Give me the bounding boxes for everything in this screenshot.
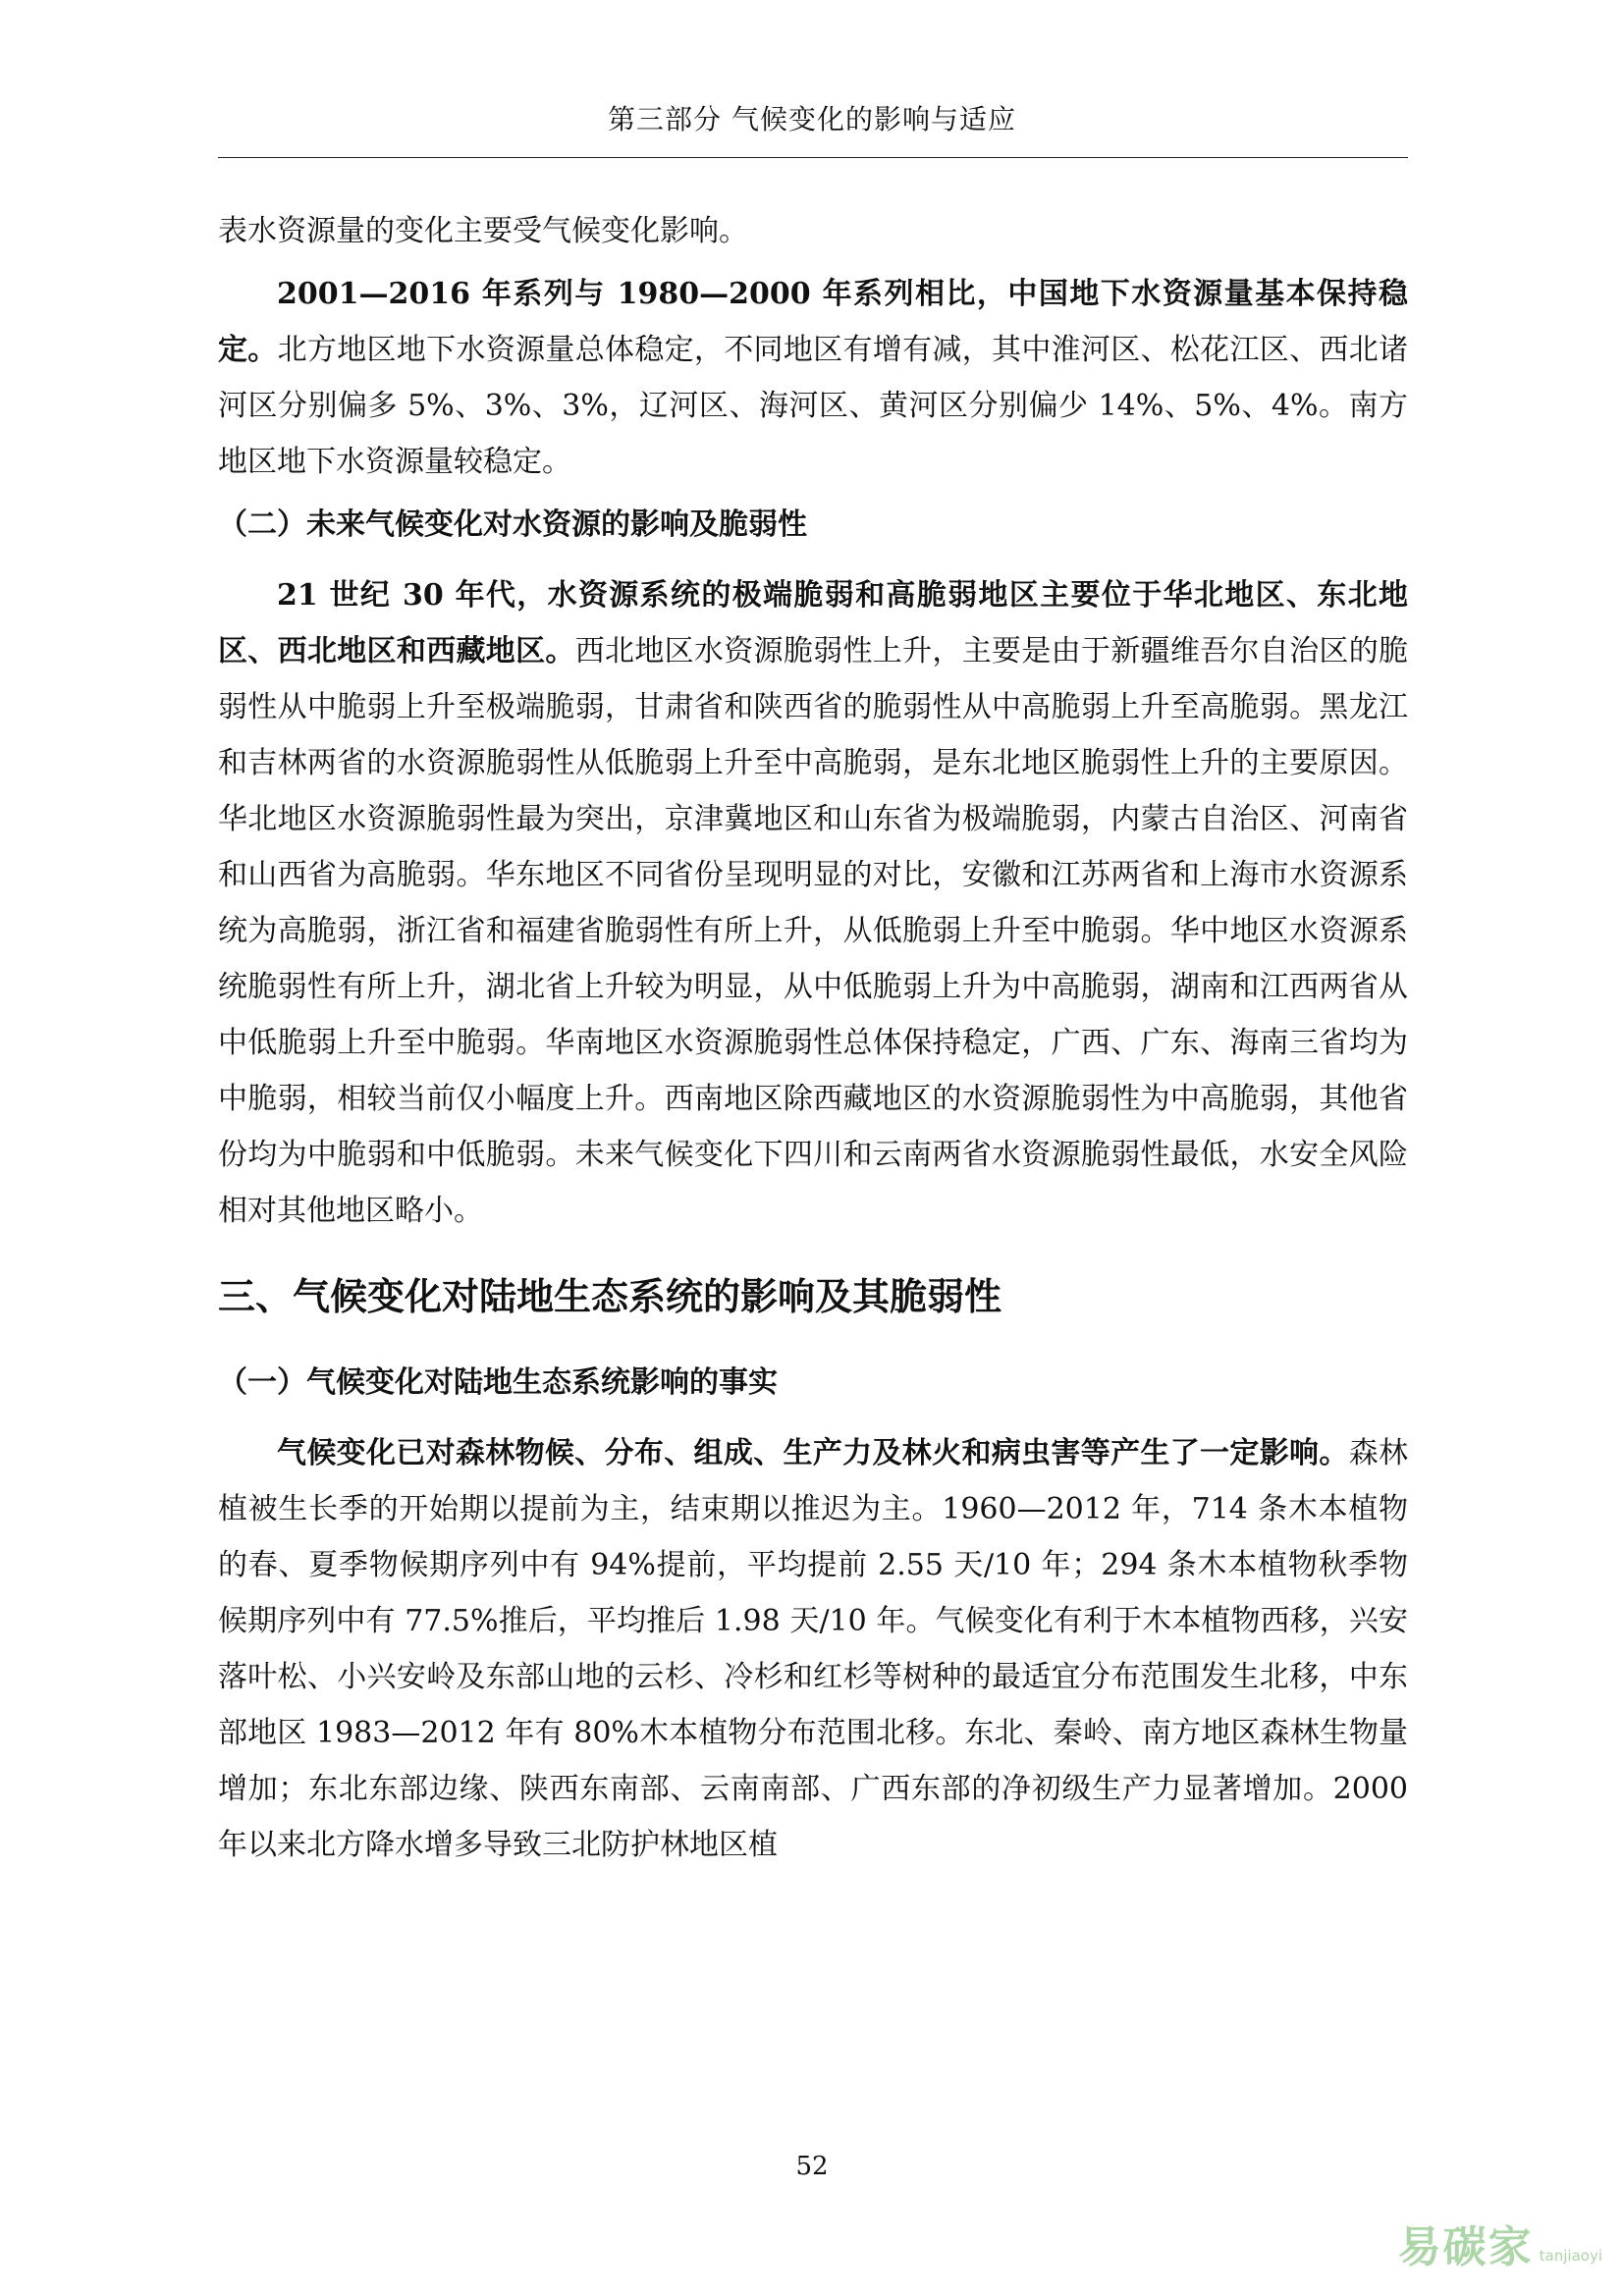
subsection-heading-ecosystem-facts: （一）气候变化对陆地生态系统影响的事实 xyxy=(218,1365,778,1400)
paragraph-3 xyxy=(218,567,1408,1239)
paragraph-3-lead: 21 世纪 30 年代，水资源系统的极端脆弱和高脆弱地区主要位于华北地区、东北地区、西北地区和西藏地区。 xyxy=(218,578,1408,668)
paragraph-4-body: 森林植被生长季的开始期以提前为主，结束期以推迟为主。1960—2012 年，714 条木本植物的春、夏季物候期序列中有 94%提前，平均提前 2.55 天/10 年；294 条木本植物秋季物候期序列中有 77.5%推后，平均推后 1.98 天/10 年。气候变化有利于木本植物西移，兴安落叶松、小兴安岭及东部山地的云杉、冷杉和红杉等树种的最适宜分布范围发生北移，中东部地区 1983—2012 年有 80%木本植物分布范围北移。东北、秦岭、南方地区森林生物量增加；东北东部边缘、陕西东南部、云南南部、广西东部的净初级生产力显著增加。2000 年以来北方降水增多导致三北防护林地区植 xyxy=(218,1436,1409,1862)
paragraph-1: 表水资源量的变化主要受气候变化影响。 xyxy=(218,214,748,248)
page-number: 52 xyxy=(795,2152,829,2181)
paragraph-4-lead: 气候变化已对森林物候、分布、组成、生产力及林火和病虫害等产生了一定影响。 xyxy=(277,1436,1349,1470)
watermark-en: tanjiaoyi xyxy=(1539,2247,1602,2265)
paragraph-3-body: 西北地区水资源脆弱性上升，主要是由于新疆维吾尔自治区的脆弱性从中脆弱上升至极端脆弱，甘肃省和陕西省的脆弱性从中高脆弱上升至高脆弱。黑龙江和吉林两省的水资源脆弱性从低脆弱上升至中高脆弱，是东北地区脆弱性上升的主要原因。华北地区水资源脆弱性最为突出，京津冀地区和山东省为极端脆弱，内蒙古自治区、河南省和山西省为高脆弱。华东地区不同省份呈现明显的对比，安徽和江苏两省和上海市水资源系统为高脆弱，浙江省和福建省脆弱性有所上升，从低脆弱上升至中脆弱。华中地区水资源系统脆弱性有所上升，湖北省上升较为明显，从中低脆弱上升为中高脆弱，湖南和江西两省从中低脆弱上升至中脆弱。华南地区水资源脆弱性总体保持稳定，广西、广东、海南三省均为中脆弱，相较当前仅小幅度上升。西南地区除西藏地区的水资源脆弱性为中高脆弱，其他省份均为中脆弱和中低脆弱。未来气候变化下四川和云南两省水资源脆弱性最低，水安全风险相对其他地区略小。 xyxy=(218,634,1409,1228)
paragraph-4 xyxy=(218,1425,1408,1873)
section-heading-terrestrial-ecosystems: 三、气候变化对陆地生态系统的影响及其脆弱性 xyxy=(218,1275,1002,1318)
page-body xyxy=(218,203,1408,1880)
watermark-cn: 易碳家 xyxy=(1397,2222,1534,2272)
paragraph-2-body: 北方地区地下水资源量总体稳定，不同地区有增有减，其中淮河区、松花江区、西北诸河区分别偏多 5%、3%、3%，辽河区、海河区、黄河区分别偏少 14%、5%、4%。南方地区地下水资源量较稳定。 xyxy=(218,333,1409,479)
header-divider xyxy=(218,157,1408,158)
subsection-heading-water-vulnerability: （二）未来气候变化对水资源的影响及脆弱性 xyxy=(218,507,807,542)
paragraph-2-lead: 2001—2016 年系列与 1980—2000 年系列相比，中国地下水资源量基本保持稳定。 xyxy=(218,277,1408,367)
watermark-logo xyxy=(1398,2212,1602,2274)
running-header: 第三部分 气候变化的影响与适应 xyxy=(608,103,1016,135)
paragraph-2 xyxy=(218,266,1408,490)
